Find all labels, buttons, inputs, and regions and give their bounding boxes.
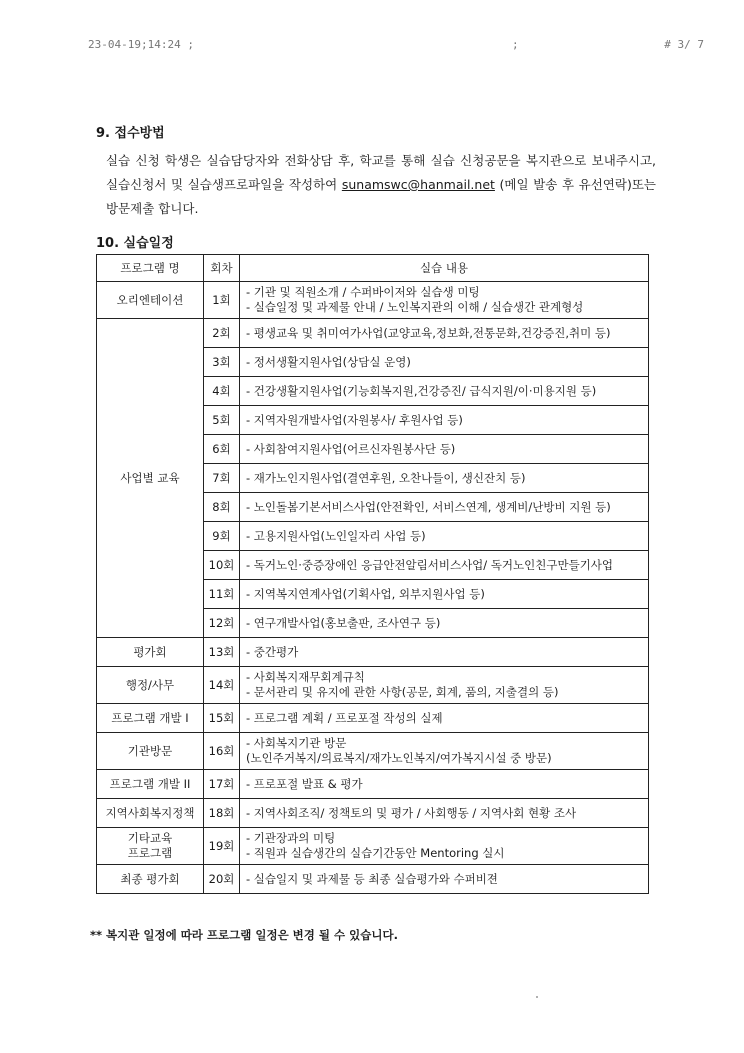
content-line: - 정서생활지원사업(상담실 운영) — [246, 354, 411, 369]
content-line: - 실습일정 및 과제물 안내 / 노인복지관의 이해 / 실습생간 관계형성 — [246, 300, 584, 314]
table-row — [97, 704, 649, 733]
program-name-cell: 사업별 교육 — [97, 319, 204, 638]
section-10-title: 10. 실습일정 — [96, 236, 174, 251]
content-cell — [240, 865, 649, 894]
fax-page-number: # 3/ 7 — [664, 38, 704, 51]
session-cell: 11회 — [204, 580, 240, 609]
session-cell: 19회 — [204, 828, 240, 865]
session-cell: 15회 — [204, 704, 240, 733]
program-name-cell: 기관방문 — [97, 733, 204, 770]
table-row — [97, 865, 649, 894]
content-cell — [240, 282, 649, 319]
program-name-line: 프로그램 — [127, 846, 173, 860]
content-cell — [240, 435, 649, 464]
table-row — [97, 282, 649, 319]
content-line: - 지역자원개발사업(자원봉사/ 후원사업 등) — [246, 412, 463, 427]
session-cell: 13회 — [204, 638, 240, 667]
content-line: - 연구개발사업(홍보출판, 조사연구 등) — [246, 615, 441, 630]
content-line: - 프로포절 발표 & 평가 — [246, 776, 363, 791]
content-line: - 프로그램 계획 / 프로포절 작성의 실제 — [246, 710, 443, 725]
session-cell: 5회 — [204, 406, 240, 435]
table-row — [97, 667, 649, 704]
session-cell: 1회 — [204, 282, 240, 319]
column-header-session: 회차 — [204, 255, 240, 282]
session-cell: 14회 — [204, 667, 240, 704]
program-name-line: 기타교육 — [127, 831, 173, 845]
program-name-cell: 프로그램 개발 I — [97, 704, 204, 733]
session-cell: 2회 — [204, 319, 240, 348]
content-cell — [240, 704, 649, 733]
section-9-title: 9. 접수방법 — [96, 126, 165, 141]
session-cell: 17회 — [204, 770, 240, 799]
content-cell — [240, 580, 649, 609]
content-line: - 지역복지연계사업(기획사업, 외부지원사업 등) — [246, 586, 485, 601]
fax-separator: ; — [512, 38, 519, 51]
session-cell: 8회 — [204, 493, 240, 522]
session-cell: 12회 — [204, 609, 240, 638]
content-cell — [240, 551, 649, 580]
content-line: - 사회참여지원사업(어르신자원봉사단 등) — [246, 441, 456, 456]
session-cell: 10회 — [204, 551, 240, 580]
content-cell — [240, 609, 649, 638]
content-cell — [240, 733, 649, 770]
content-line: (노인주거복지/의료복지/재가노인복지/여가복지시설 중 방문) — [246, 751, 552, 765]
fax-timestamp: 23-04-19;14:24 ; — [88, 38, 194, 51]
program-name-cell: 프로그램 개발 II — [97, 770, 204, 799]
program-name-cell: 지역사회복지정책 — [97, 799, 204, 828]
content-cell — [240, 770, 649, 799]
table-header-row — [97, 255, 649, 282]
session-cell: 7회 — [204, 464, 240, 493]
content-cell — [240, 406, 649, 435]
content-cell — [240, 799, 649, 828]
program-name-cell: 행정/사무 — [97, 667, 204, 704]
content-cell — [240, 464, 649, 493]
program-name-cell: 오리엔테이션 — [97, 282, 204, 319]
program-name-cell: 평가회 — [97, 638, 204, 667]
session-cell: 16회 — [204, 733, 240, 770]
content-line: - 고용지원사업(노인일자리 사업 등) — [246, 528, 426, 543]
content-cell — [240, 828, 649, 865]
program-name-cell — [97, 828, 204, 865]
section-9-text-before: 실습 신청 학생은 실습담당자와 전화상담 후, 학교를 통해 실습 신청공문을 복지관으로 보내주시고, 실습신청서 및 실습생프로파일을 작성하여 — [106, 153, 656, 192]
session-cell: 20회 — [204, 865, 240, 894]
content-cell — [240, 522, 649, 551]
session-cell: 4회 — [204, 377, 240, 406]
scan-speck — [536, 996, 538, 998]
content-line: - 지역사회조직/ 정책토의 및 평가 / 사회행동 / 지역사회 현황 조사 — [246, 805, 577, 820]
content-line: - 노인돌봄기본서비스사업(안전확인, 서비스연계, 생계비/난방비 지원 등) — [246, 499, 611, 514]
email-link[interactable]: sunamswc@hanmail.net — [341, 177, 495, 192]
content-line: - 기관장과의 미팅 — [246, 831, 336, 845]
session-cell: 9회 — [204, 522, 240, 551]
content-line: - 평생교육 및 취미여가사업(교양교육,정보화,전통문화,건강증진,취미 등) — [246, 325, 611, 340]
schedule-note: ** 복지관 일정에 따라 프로그램 일정은 변경 될 수 있습니다. — [90, 928, 398, 942]
content-cell — [240, 319, 649, 348]
content-line: - 문서관리 및 유지에 관한 사항(공문, 회계, 품의, 지출결의 등) — [246, 685, 559, 699]
session-cell: 3회 — [204, 348, 240, 377]
content-line: - 재가노인지원사업(결연후원, 오찬나들이, 생신잔치 등) — [246, 470, 526, 485]
session-cell: 6회 — [204, 435, 240, 464]
content-cell — [240, 667, 649, 704]
section-9-body — [106, 149, 656, 221]
table-row — [97, 319, 649, 348]
schedule-table — [96, 254, 649, 894]
content-line: - 사회복지기관 방문 — [246, 736, 347, 750]
table-row — [97, 770, 649, 799]
table-row — [97, 799, 649, 828]
table-row — [97, 733, 649, 770]
content-line: - 중간평가 — [246, 644, 299, 659]
content-cell — [240, 493, 649, 522]
section-9-text-after: (메일 발송 후 유선연락)또는 방문제출 합니다. — [106, 177, 656, 216]
schedule-table-body — [97, 282, 649, 894]
table-row — [97, 828, 649, 865]
column-header-content: 실습 내용 — [240, 255, 649, 282]
table-row — [97, 638, 649, 667]
section-application-method — [96, 122, 656, 221]
program-name-cell: 최종 평가회 — [97, 865, 204, 894]
content-line: - 실습일지 및 과제물 등 최종 실습평가와 수퍼비젼 — [246, 871, 498, 886]
fax-header — [88, 38, 704, 54]
content-line: - 사회복지재무회계규칙 — [246, 670, 365, 684]
content-line: - 직원과 실습생간의 실습기간동안 Mentoring 실시 — [246, 846, 505, 860]
session-cell: 18회 — [204, 799, 240, 828]
content-cell — [240, 638, 649, 667]
content-cell — [240, 348, 649, 377]
content-line: - 독거노인·중증장애인 응급안전알림서비스사업/ 독거노인친구만들기사업 — [246, 557, 614, 572]
column-header-program: 프로그램 명 — [97, 255, 204, 282]
content-line: - 건강생활지원사업(기능회복지원,건강증진/ 급식지원/이·미용지원 등) — [246, 383, 597, 398]
content-cell — [240, 377, 649, 406]
content-line: - 기관 및 직원소개 / 수퍼바이저와 실습생 미팅 — [246, 285, 480, 299]
